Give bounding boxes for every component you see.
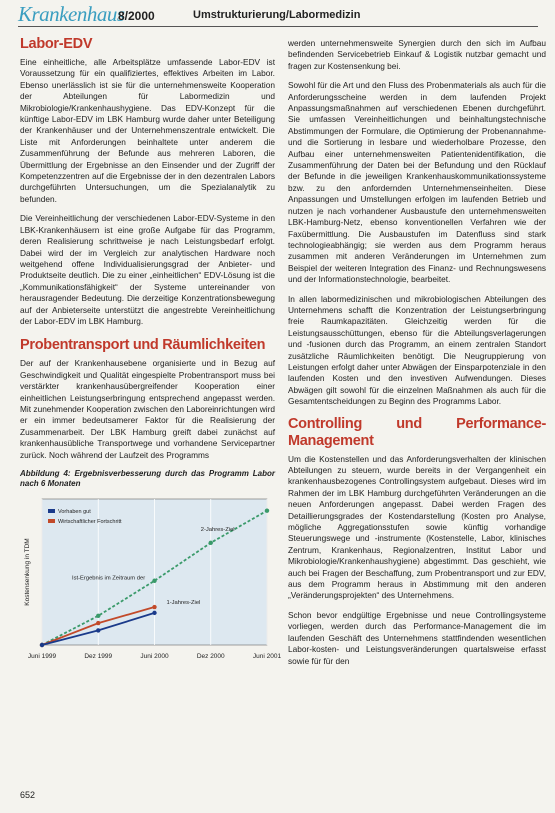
right-column <box>288 38 546 675</box>
y-axis-label: Kostensenkung in TDM <box>24 538 31 606</box>
issue-number: 8/2000 <box>118 9 155 23</box>
data-point <box>96 621 100 625</box>
page-header <box>18 4 538 27</box>
heading-labor-edv: Labor-EDV <box>20 36 93 52</box>
chart-annotation: 1-Jahres-Ziel <box>166 600 201 607</box>
x-tick-label: Juni 2000 <box>140 653 169 660</box>
figure-caption: Abbildung 4: Ergebnisverbesserung durch das Programm Labor nach 6 Monaten <box>20 469 275 488</box>
data-point <box>40 643 44 647</box>
legend-swatch <box>48 509 55 513</box>
left-column <box>20 36 282 663</box>
paragraph: In allen labormedizinischen und mikrobiologischen Abteilungen des Unternehmens schafft die Konzentration der Leistungserbringung freie Raumkapazitäten. Gleichzeitig werden für die Leistungsausschüttungen, ebenso für die Abteilungsverlagerungen und -fusionen durch das Programm, an einem zentralen Standort zusätzliche Räumlichkeiten benötigt. Die Neugruppierung von Leistungen erfolgt daher unter Abwägen der Einsparpotenziale in den laufenden Kosten und den investiven Aufwendungen. Dieses Abwägen gilt sowohl für die einzelnen Maßnahmen als auch für die Gesamtentscheidungen zu Beginn des Programms Labor. <box>288 293 546 407</box>
paragraph: Schon bevor endgültige Ergebnisse und neue Controllingsysteme vorliegen, werden durch das Performance-Management die im laufenden Geschäft des Unternehmens stattfindenden wesentlichen Labor-kosten- und Leistungsveränderungen quartalsweise erfasst sowie für für den <box>288 609 546 666</box>
figure-4-chart <box>20 493 282 663</box>
paragraph: werden unternehmensweite Synergien durch den sich im Aufbau befindenden Servicebetrieb Einkauf & Logistik nutzbar gemacht und fragen zur Kostensenkung bei. <box>288 38 546 71</box>
section-rubric: Umstrukturierung/Labormedizin <box>193 9 361 21</box>
heading-probentransport: Probentransport und Räumlichkeiten <box>20 337 266 354</box>
data-point <box>152 605 156 609</box>
x-tick-label: Juni 1999 <box>27 653 57 660</box>
paragraph: Sowohl für die Art und den Fluss des Probenmaterials als auch für die Anforderungsscheine werden in dem laufenden Projekt Anpassungsmaßnahmen auf verschiedenen Ebenen durchgeführt. Sie umfassen Vereinheitlichungen und beinhaltungstechnische Abstimmungen der Formulare, die Optimierung der Probenannahme- und die Sortierung in lesbare und wiederholbare Prozesse, den Aufbau einer unternehmensweiten Patientenidentifikation, die Zusammenführung der Daten bei der Befundung und den Rücklauf der Befunde in die jeweiligen Krankenhauskommunikationssysteme bzw. zu den anfordernden Unternehmenseinheiten. Diese Anpassungen und Umstellungen erfolgen im laufenden Betrieb und nutzen je nach vorhandener Ausbaustufe den unternehmensweiten LBK-Hamburg-Netz, ebenso konventionellen Verfahren wie der Faxübermittlung. Die Ausbaustufen im Datenfluss sind stark technologieabhängig; sie werden aus dem Programm heraus zusammen mit anderen Veränderungen im Unternehmen zum Beispiel der weiteren Integration des Finanz- und Rechnungswesens und der Informationstechnologie, bearbeitet. <box>288 80 546 285</box>
page-number: 652 <box>20 790 36 800</box>
x-tick-label: Dez 2000 <box>196 653 225 660</box>
chart-svg <box>20 493 282 663</box>
x-tick-label: Juni 2001 <box>252 653 282 660</box>
chart-annotation: Ist-Ergebnis im Zeitraum der <box>72 575 146 582</box>
data-point <box>96 628 100 632</box>
data-point <box>265 508 269 512</box>
data-point <box>152 611 156 615</box>
data-point <box>209 541 213 545</box>
paragraph: Der auf der Krankenhausebene organisierte und in Bezug auf Geschwindigkeit und Qualität eingespielte Probentransport muss bei verstärkter krankenhausübergreifender Kooperation einer einheitlichen Leistungserbringung entsprechend angepasst werden. Mit zunehmender Kooperation zwischen den Laboreinrichtungen wird er ein immer bedeutsamerer Faktor für die Realisierung der Zusammenarbeit. Der LBK Hamburg greift dabei zunächst auf krankenhausübliche Transportwege und vorhandene Servicepartner zurück. Noch während der Laufzeit des Programms <box>20 358 275 460</box>
chart-annotation: 2-Jahres-Ziel <box>200 527 235 534</box>
paragraph: Um die Kostenstellen und das Anforderungsverhalten der klinischen Abteilungen zu steuern, wurde bereits in der Vergangenheit ein krankenhausbezogenes Controllingsystem aufgebaut. Dieses wird im Rahmen der im LBK Hamburg durchgeführten Veränderungen an die neuen Anforderungen angepasst. Dabei werden Fragen des Detaillierungsgrades der Kostendarstellung (Kosten pro Analyse, mögliche Aggregationsstufen sowie künftig vorhandige Steuerungswege und -instrumente (Kostenstelle, Labor, klinisches Zentrum, Krankenhaus, Regionalzentren, Institut Labor und Mikrobiologie/Krankenhaushygiene) abgestimmt. Das geschieht, wie auch bei Fragen der Beschaffung, zum Probentransport und zur EDV, aus dem Programm heraus in Abstimmung mit den anderen „Veränderungsprojekten“ des Unternehmens. <box>288 453 546 601</box>
heading-controlling: Controlling und Performance-Management <box>288 415 546 449</box>
paragraph: Eine einheitliche, alle Arbeitsplätze umfassende Labor-EDV ist Voraussetzung für ein qualifiziertes, effektives Arbeiten im Labor. Ebenso unerlässlich ist sie für die unternehmensweite Kooperation der Abteilungen für Labormedizin und Mikrobiologie/Krankenhaushygiene. Das EDV-Konzept für die künftige Labor-EDV im LBK Hamburg wurde daher unter Beteiligung der Krankenhäuser und der Unternehmenszentrale entwickelt. Die Liste mit Anforderungen beinhaltete unter anderem die Zusammenführung der Befunde aus mehreren Laboren, die Übermittlung der Ergebnisse an den Einsender und der Zugriff der Kompetenzzentren auf die Ergebnisse der in den dezentralen Labors durchgeführten Untersuchungen, um die Spezialanalytik zu befunden. <box>20 57 275 204</box>
journal-logo: Krankenhaus <box>18 2 125 26</box>
x-tick-label: Dez 1999 <box>84 653 113 660</box>
legend-label: Vorhaben gut <box>58 509 91 515</box>
data-point <box>96 614 100 618</box>
legend-swatch <box>48 519 55 523</box>
data-point <box>152 579 156 583</box>
legend-label: Wirtschaftlicher Fortschritt <box>58 519 122 525</box>
paragraph: Die Vereinheitlichung der verschiedenen Labor-EDV-Systeme in den LBK-Krankenhäusern ist eine große Aufgabe für das Programm, deren Realisierung schrittweise je nach Leistungsbedarf erfolgt. Dabei wird der im Vergleich zur analytischen Hardware noch weitgehend offene Individualisierungsgrad der Anbieter- und Produktseite deutlich. Die zu einer „einheitlichen“ EDV-Lösung ist die „Kommunikationsfähigkeit“ der Systeme untereinander von herausragender Bedeutung. Die derzeitige Konzentrationsbewegung auf der Anbieterseite unterstützt die angestrebte Vereinheitlichung der Labor-EDV im LBK Hamburg. <box>20 213 275 326</box>
